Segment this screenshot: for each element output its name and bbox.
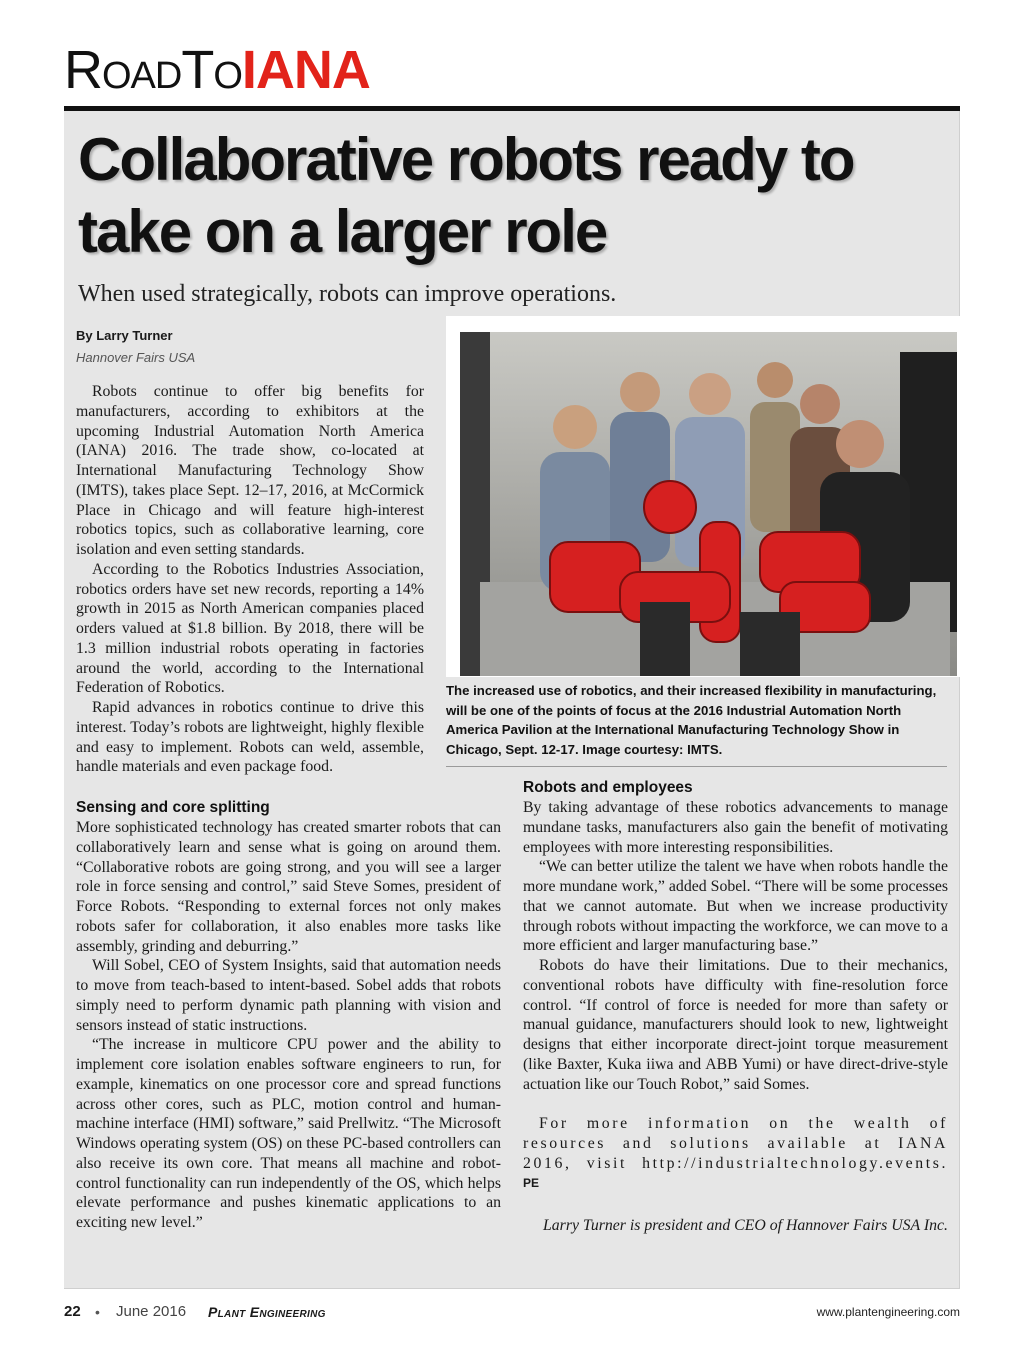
right-column <box>523 778 948 1236</box>
body-paragraph: Rapid advances in robotics continue to drive this interest. Today’s robots are lightweight, highly flexible and easy to implement. Robots can weld, assemble, handle materials and even package food. <box>76 699 424 776</box>
more-info-text: For more information on the wealth of resources and solutions available at IANA 2016, visit http://industrialtechnology.events. <box>523 1115 948 1172</box>
intro-column <box>76 382 424 777</box>
author-bio: Larry Turner is president and CEO of Hannover Fairs USA Inc. <box>542 1217 948 1234</box>
body-paragraph: Will Sobel, CEO of System Insights, said that automation needs to move from teach-based to intent-based. Sobel adds that robots simply need to perform dynamic path planning with vision and sensors instead of static instructions. <box>76 957 501 1034</box>
pe-end-mark: PE <box>523 1176 540 1191</box>
byline: By Larry Turner <box>76 328 173 343</box>
byline-affiliation: Hannover Fairs USA <box>76 350 196 365</box>
section-heading: Robots and employees <box>523 779 693 796</box>
body-paragraph: According to the Robotics Industries Association, robotics orders have set new records, reporting a 14% growth in 2015 as North American companies placed orders valued at $1.8 billion. By 2018, there will be 1.3 million industrial robots operating in factories around the world, according to the International Federation of Robotics. <box>76 560 424 697</box>
article-photo <box>446 316 960 677</box>
body-paragraph: By taking advantage of these robotics advancements to manage mundane tasks, manufacturers also gain the benefit of motivating employees with more interesting responsibilities. <box>523 799 948 856</box>
kicker-accent: IANA <box>241 40 370 100</box>
footer-separator: • <box>95 1304 100 1320</box>
photo-caption: The increased use of robotics, and their increased flexibility in manufacturing, will be one of the points of focus at the 2016 Industrial Automation North America Pavilion at the International Manufacturing Technology Show in Chicago, Sept. 12-17. Image courtesy: IMTS. <box>446 683 937 757</box>
issue-date: June 2016 <box>116 1303 187 1320</box>
body-paragraph: Robots do have their limitations. Due to their mechanics, conventional robots have difficulty with fine-resolution force control. “If control of force is needed for more than safety or manual guidance, manufacturers should look to new, lightweight designs that either incorporate direct-joint torque measurement (like Baxter, Kuka iiwa and ABB Yumi) or have direct-drive-style actuation like our Touch Robot,” said Somes. <box>523 957 948 1093</box>
section-heading: Sensing and core splitting <box>76 799 270 816</box>
body-paragraph: “The increase in multicore CPU power and the ability to implement core isolation enables software engineers to run, for example, kinematics on one processor core and spread functions across other cores, such as PLC, motion control and human-machine interface (HMI) software,” said Prellwitz. “The Microsoft Windows operating system (OS) on these PC-based controllers can also receive its own core. That means all machine and robot-control functionality can run independently of the OS, which helps elevate performance and pushes kinematic applications to an exciting new level.” <box>76 1036 501 1231</box>
article-headline: Collaborative robots ready to take on a larger role <box>78 126 854 265</box>
body-paragraph: “We can better utilize the talent we have when robots handle the more mundane work,” added Sobel. “There will be some processes that we cannot automate. But when we increase productivity through robots without impacting the workforce, we can move to a more efficient and larger manufacturing base.” <box>523 858 948 955</box>
kicker-prefix: RoadTo <box>64 40 242 100</box>
robot-photo-illustration <box>460 332 957 676</box>
publication-name: Plant Engineering <box>208 1304 326 1320</box>
article-dek: When used strategically, robots can improve operations. <box>78 281 617 307</box>
publication-url: www.plantengineering.com <box>816 1305 960 1319</box>
page-number: 22 <box>64 1303 81 1320</box>
body-paragraph: Robots continue to offer big benefits for manufacturers, according to exhibitors at the upcoming Industrial Automation North America (IANA) 2016. The trade show, co-located at International Manufacturing Technology Show (IMTS), takes place Sept. 12–17, 2016, at McCormick Place in Chicago and will feature high-interest robotics topics, such as collaborative learning, core isolation and even setting standards. <box>76 383 424 558</box>
caption-rule <box>446 766 947 767</box>
left-column <box>76 798 501 1233</box>
section-kicker <box>64 40 370 100</box>
more-info-paragraph <box>523 1114 948 1194</box>
body-paragraph: More sophisticated technology has created smarter robots that can collaboratively learn and sense what is going on around them. “Collaborative robots are going strong, and you will see a larger role in force sensing and control,” said Steve Somes, president of Force Robots. “Responding to external forces not only makes robots safer for collaboration, it also enables more tasks like assembly, grinding and deburring.” <box>76 819 501 955</box>
